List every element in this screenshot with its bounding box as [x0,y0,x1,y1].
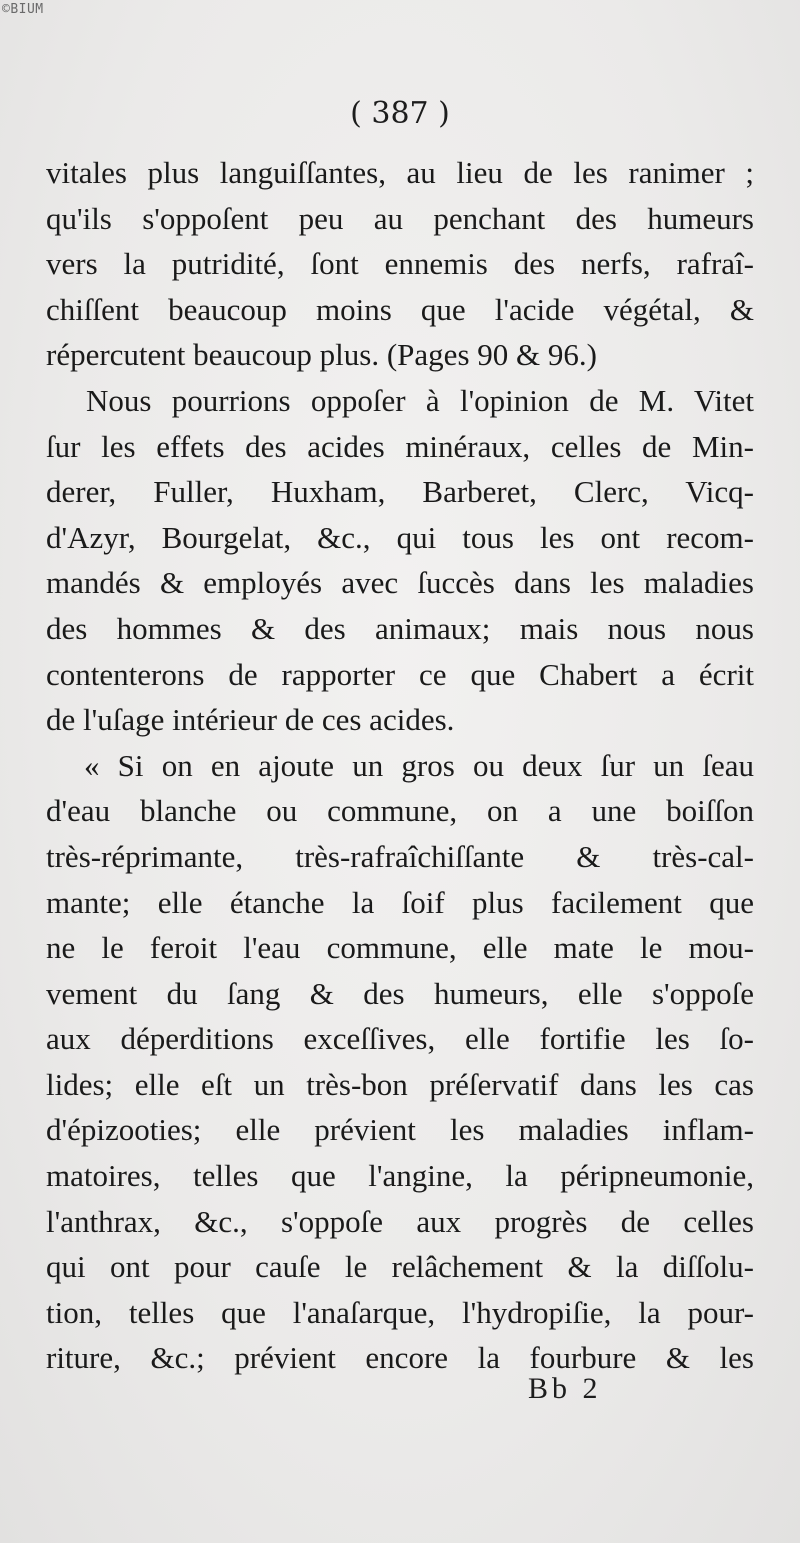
text-line: très-réprimante, très-rafraîchiſſante & très-cal- [46,838,754,874]
text-line: lides; elle eſt un très-bon préſervatif dans les cas [46,1066,754,1102]
text-line: vitales plus languiſſantes, au lieu de les ranimer ; [46,155,754,190]
text-line: vers la putridité, ſont ennemis des nerfs, rafraî- [46,246,754,282]
text-line: tion, telles que l'anaſarque, l'hydropiſie, la pour- [46,1294,754,1330]
text-line: mandés & employés avec ſuccès dans les maladies [46,565,754,601]
text-line: qu'ils s'oppoſent peu au penchant des humeurs [46,200,754,236]
text-line: des hommes & des animaux; mais nous nous [46,610,754,646]
body-text [46,150,754,1381]
text-line: derer, Fuller, Huxham, Barberet, Clerc, Vicq- [46,474,754,510]
text-line: vement du ſang & des humeurs, elle s'oppoſe [46,975,754,1011]
text-line: qui ont pour cauſe le relâchement & la diſſolu- [46,1249,754,1285]
text-line: mante; elle étanche la ſoif plus facilement que [46,884,754,920]
text-line: « Si on en ajoute un gros ou deux ſur un ſeau [84,747,754,783]
text-line: de l'uſage intérieur de ces acides. [46,702,455,738]
text-line: chiſſent beaucoup moins que l'acide végétal, & [46,291,754,327]
text-line: contenterons de rapporter ce que Chabert a écrit [46,656,754,692]
watermark: ©BIUM [2,2,44,17]
text-line: répercutent beaucoup plus. (Pages 90 & 96.) [46,337,597,373]
text-line: aux déperditions exceſſives, elle fortifie les ſo- [46,1021,754,1057]
text-line: Nous pourrions oppoſer à l'opinion de M. Vitet [86,382,754,418]
text-line: d'épizooties; elle prévient les maladies inflam- [46,1112,754,1148]
text-line: d'eau blanche ou commune, on a une boiſſon [46,793,754,829]
text-line: riture, &c.; prévient encore la fourbure & les [46,1340,754,1376]
page-number: ( 387 ) [350,96,450,131]
signature-mark: Bb 2 [528,1372,602,1405]
text-line: ne le feroit l'eau commune, elle mate le mou- [46,930,754,966]
text-line: l'anthrax, &c., s'oppoſe aux progrès de celles [46,1203,754,1239]
text-line: d'Azyr, Bourgelat, &c., qui tous les ont recom- [46,519,754,555]
text-line: matoires, telles que l'angine, la péripneumonie, [46,1158,754,1194]
text-line: ſur les effets des acides minéraux, celles de Min- [46,428,754,464]
